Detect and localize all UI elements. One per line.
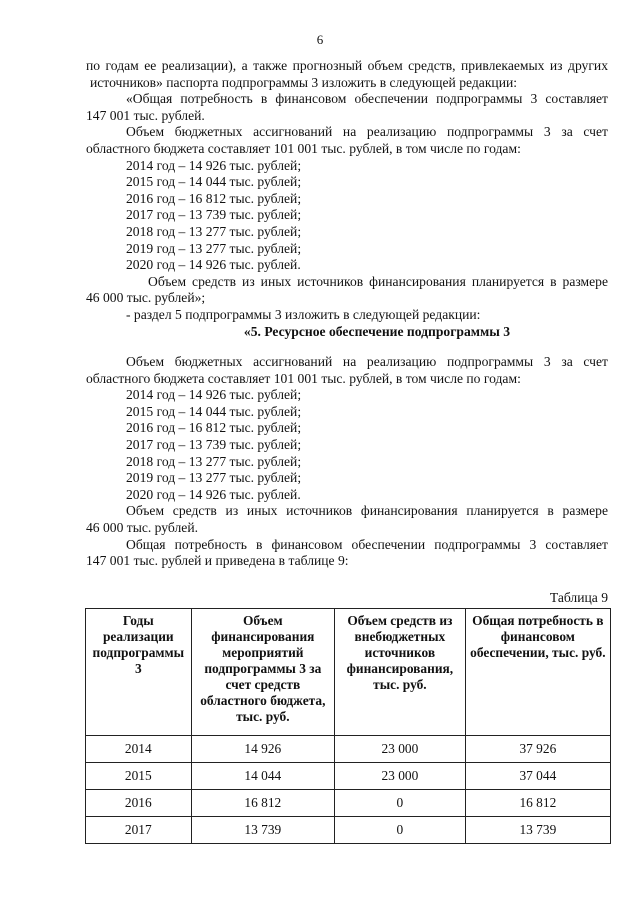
- cell-extrabudget: 0: [335, 817, 466, 844]
- year-item: 2020 год – 14 926 тыс. рублей.: [126, 257, 301, 273]
- years-list-1: [86, 158, 608, 274]
- year-item: 2015 год – 14 044 тыс. рублей;: [126, 403, 302, 419]
- header-years: Годы реализации подпрограммы 3: [86, 609, 192, 736]
- table-header-row: [86, 609, 611, 736]
- paragraph-line: 147 001 тыс. рублей и приведена в таблице 9:: [86, 553, 349, 569]
- table-row: [86, 736, 611, 763]
- cell-budget: 14 926: [191, 736, 334, 763]
- year-item: 2017 год – 13 739 тыс. рублей;: [126, 437, 302, 453]
- table-caption: Таблица 9: [549, 589, 608, 605]
- table-row: [86, 790, 611, 817]
- cell-budget: 16 812: [191, 790, 334, 817]
- financing-table: [85, 608, 611, 844]
- paragraph-line: 46 000 тыс. рублей.: [86, 520, 198, 536]
- paragraph-line: Объем средств из иных источников финансирования планируется в размере: [148, 273, 608, 289]
- cell-total: 37 926: [465, 736, 610, 763]
- years-list-2: [86, 387, 608, 503]
- paragraph-line: «Общая потребность в финансовом обеспечении подпрограммы 3 составляет: [126, 91, 608, 107]
- paragraph-line: Объем бюджетных ассигнований на реализацию подпрограммы 3 за счет: [126, 354, 608, 370]
- year-item: 2019 год – 13 277 тыс. рублей;: [126, 240, 302, 256]
- year-item: 2014 год – 14 926 тыс. рублей;: [126, 157, 302, 173]
- year-item: 2015 год – 14 044 тыс. рублей;: [126, 174, 302, 190]
- cell-extrabudget: 0: [335, 790, 466, 817]
- paragraph-line: Общая потребность в финансовом обеспечении подпрограммы 3 составляет: [126, 536, 608, 552]
- cell-extrabudget: 23 000: [335, 736, 466, 763]
- paragraph-line: по годам ее реализации), а также прогнозный объем средств, привлекаемых из других: [86, 58, 608, 73]
- header-total-need: Общая потребность в финансовом обеспечении, тыс. руб.: [465, 609, 610, 736]
- cell-budget: 13 739: [191, 817, 334, 844]
- year-item: 2018 год – 13 277 тыс. рублей;: [126, 453, 302, 469]
- table-row: [86, 817, 611, 844]
- header-regional-budget: Объем финансирования мероприятий подпрограммы 3 за счет средств областного бюджета, тыс. руб.: [191, 609, 334, 736]
- paragraph-line: Объем бюджетных ассигнований на реализацию подпрограммы 3 за счет: [126, 124, 608, 140]
- paragraph-line: областного бюджета составляет 101 001 тыс. рублей, в том числе по годам:: [86, 140, 521, 156]
- year-item: 2019 год – 13 277 тыс. рублей;: [126, 470, 302, 486]
- cell-total: 13 739: [465, 817, 610, 844]
- cell-year: 2014: [86, 736, 192, 763]
- cell-budget: 14 044: [191, 763, 334, 790]
- year-item: 2016 год – 16 812 тыс. рублей;: [126, 420, 302, 436]
- paragraph-line: 46 000 тыс. рублей»;: [86, 290, 206, 306]
- page-number: 6: [316, 32, 324, 47]
- cell-year: 2016: [86, 790, 192, 817]
- table-row: [86, 763, 611, 790]
- cell-year: 2017: [86, 817, 192, 844]
- paragraph-line: 147 001 тыс. рублей.: [86, 107, 205, 123]
- paragraph-line: Объем средств из иных источников финансирования планируется в размере: [126, 503, 608, 519]
- year-item: 2016 год – 16 812 тыс. рублей;: [126, 190, 302, 206]
- year-item: 2017 год – 13 739 тыс. рублей;: [126, 207, 302, 223]
- year-item: 2018 год – 13 277 тыс. рублей;: [126, 223, 302, 239]
- cell-total: 16 812: [465, 790, 610, 817]
- paragraph-line: источников» паспорта подпрограммы 3 изложить в следующей редакции:: [90, 74, 518, 90]
- year-item: 2014 год – 14 926 тыс. рублей;: [126, 387, 302, 403]
- paragraph-line: - раздел 5 подпрограммы 3 изложить в следующей редакции:: [126, 306, 481, 322]
- header-extrabudgetary: Объем средств из внебюджетных источников финансирования, тыс. руб.: [335, 609, 466, 736]
- cell-extrabudget: 23 000: [335, 763, 466, 790]
- document-body: [86, 58, 608, 844]
- paragraph-line: областного бюджета составляет 101 001 тыс. рублей, в том числе по годам:: [86, 370, 521, 386]
- section-heading: «5. Ресурсное обеспечение подпрограммы 3: [243, 323, 511, 339]
- year-item: 2020 год – 14 926 тыс. рублей.: [126, 486, 301, 502]
- cell-total: 37 044: [465, 763, 610, 790]
- cell-year: 2015: [86, 763, 192, 790]
